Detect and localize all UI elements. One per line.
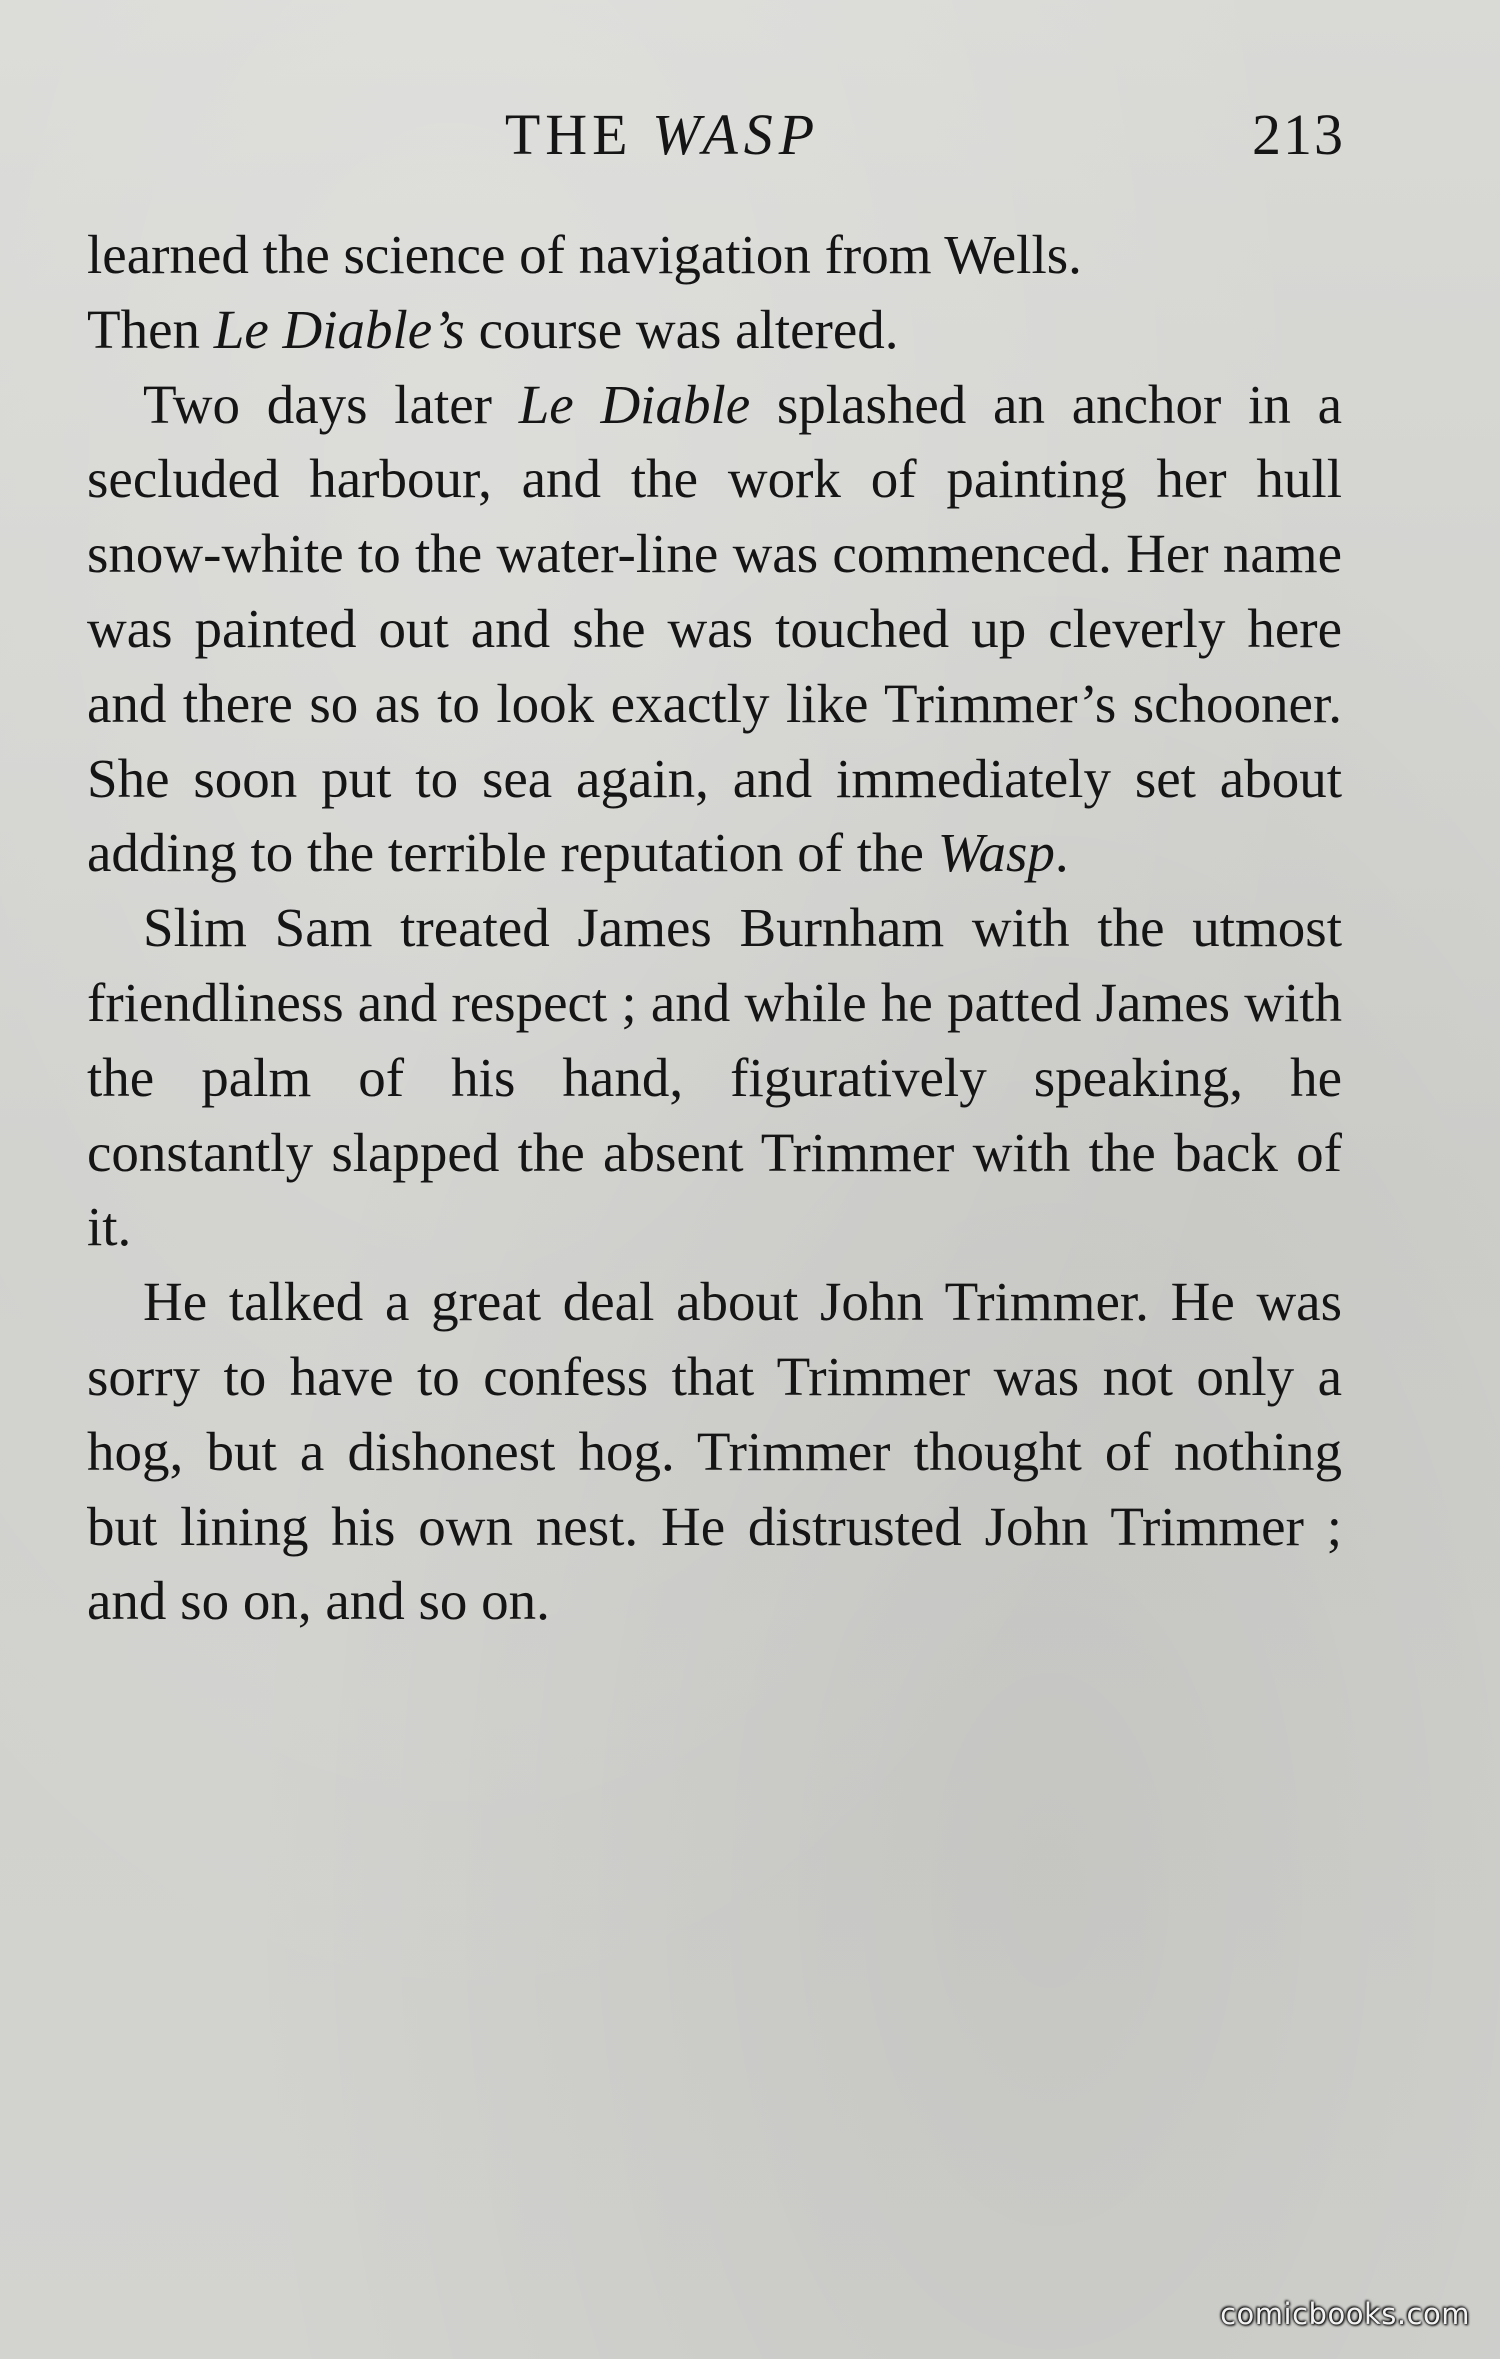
running-title [0,100,1325,170]
paragraph-2-b: splashed an anchor in a secluded harbour, and the work of painting her hull snow-white to the water-line was commenced. Her name was painted out and she was touched up cleverly here and there so as to look exactly like Trimmer’s schooner. She soon put to sea again, and immediately set about adding to the terrible reputation of the [87,373,1342,884]
ship-name-le-diable: Le Diable [518,373,751,435]
paragraph-3: Slim Sam treated James Burnham with the utmost friendliness and respect ; and while he patted James with the palm of his hand, figuratively speaking, he constantly slapped the absent Trimmer with the back of it. [87,897,1342,1258]
watermark: comicbooks.com [1220,2297,1470,2331]
paragraph-2-a: Two days later [143,373,519,435]
paragraph-1-rest: course was altered. [464,298,899,360]
paragraph-2 [87,368,1342,892]
paragraph-4: He talked a great deal about John Trimmer. He was sorry to have to confess that Trimmer was not only a hog, but a dishonest hog. Trimmer thought of nothing but lining his own nest. He distrusted John Trimmer ; and so on, and so on. [87,1271,1342,1632]
paragraph-2-c: . [1054,822,1069,884]
page-number: 213 [1252,102,1345,167]
ship-name-le-diable-possessive: Le Diable’s [213,298,465,360]
paragraph-1-line-1: learned the science of navigation from Wells. [87,224,1082,285]
running-head [0,100,1500,170]
ship-name-wasp: Wasp [937,822,1055,884]
running-title-italic: WASP [652,102,821,167]
body-text [87,218,1342,1639]
paragraph-1-then: Then [87,298,214,360]
running-title-prefix: THE [504,102,653,167]
paragraph-1-line-2 [87,293,1342,368]
